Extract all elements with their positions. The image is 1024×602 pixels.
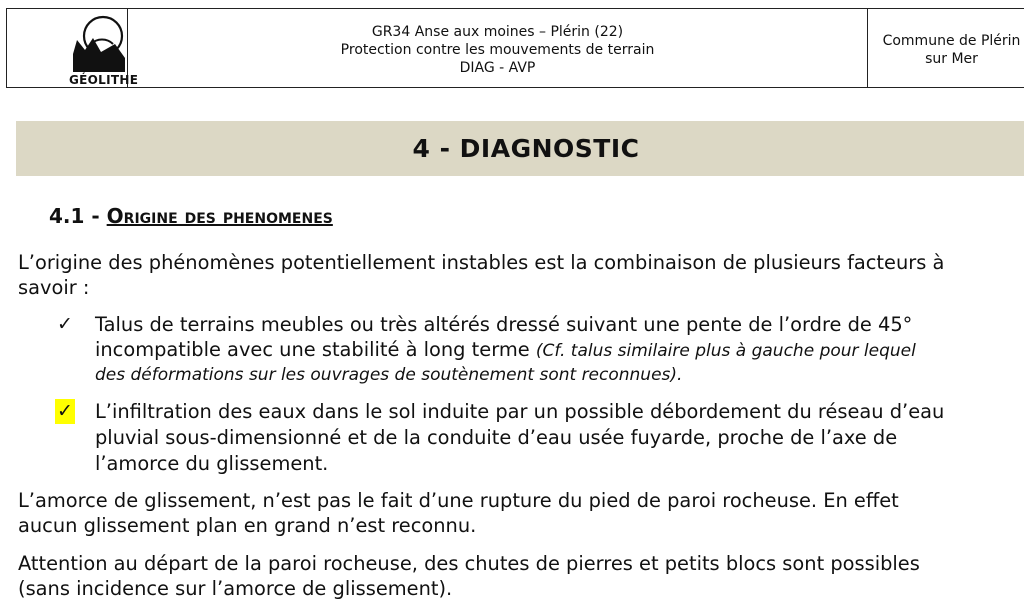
commune-line-1: Commune de Plérin <box>882 33 1021 49</box>
commune-block <box>868 9 1024 87</box>
commune-line-2: sur Mer <box>925 51 978 67</box>
logo-cell <box>7 9 139 87</box>
bullet-1-line-3: des déformations sur les ouvrages de soutènement sont reconnues). <box>95 365 683 385</box>
highlighted-check-icon: ✓ <box>57 400 73 422</box>
section-title: Origine des phenomenes <box>106 204 333 228</box>
para3-line-1: Attention au départ de la paroi rocheuse, des chutes de pierres et petits blocs sont possibles <box>18 552 920 575</box>
document-title-block <box>128 9 868 87</box>
logo-text: GÉOLITHE <box>69 73 139 87</box>
intro-line-2: savoir : <box>18 276 90 299</box>
section-number: 4.1 - <box>49 204 107 228</box>
page-header <box>6 8 1024 88</box>
chapter-heading: 4 - DIAGNOSTIC <box>16 121 1024 176</box>
geolithe-logo-icon <box>63 14 133 76</box>
para3-line-2: (sans incidence sur l’amorce de glissement). <box>18 577 453 600</box>
para2-line-2: aucun glissement plan en grand n’est reconnu. <box>18 514 477 537</box>
bullet-1-line-2 <box>95 337 916 364</box>
para2-line-1: L’amorce de glissement, n’est pas le fait d’une rupture du pied de paroi rocheuse. En effet <box>18 489 899 512</box>
title-line-1: GR34 Anse aux moines – Plérin (22) <box>371 24 624 40</box>
bullet-1-line-1: Talus de terrains meubles ou très altérés dressé suivant une pente de l’ordre de 45° <box>95 313 913 336</box>
bullet-1-line-2-text: incompatible avec une stabilité à long terme <box>95 338 536 361</box>
bullet-2-line-2: pluvial sous-dimensionné et de la conduite d’eau usée fuyarde, proche de l’axe de <box>95 426 898 449</box>
check-icon: ✓ <box>57 313 73 335</box>
title-line-2: Protection contre les mouvements de terrain <box>340 42 655 58</box>
bullet-1-line-2-italic: (Cf. talus similaire plus à gauche pour lequel <box>535 341 916 361</box>
intro-line-1: L’origine des phénomènes potentiellement instables est la combinaison de plusieurs facteurs à <box>18 251 945 274</box>
title-line-3: DIAG - AVP <box>459 60 536 76</box>
section-heading <box>49 204 333 228</box>
bullet-2-line-3: l’amorce du glissement. <box>95 452 329 475</box>
bullet-2-line-1: L’infiltration des eaux dans le sol induite par un possible débordement du réseau d’eau <box>95 400 945 423</box>
